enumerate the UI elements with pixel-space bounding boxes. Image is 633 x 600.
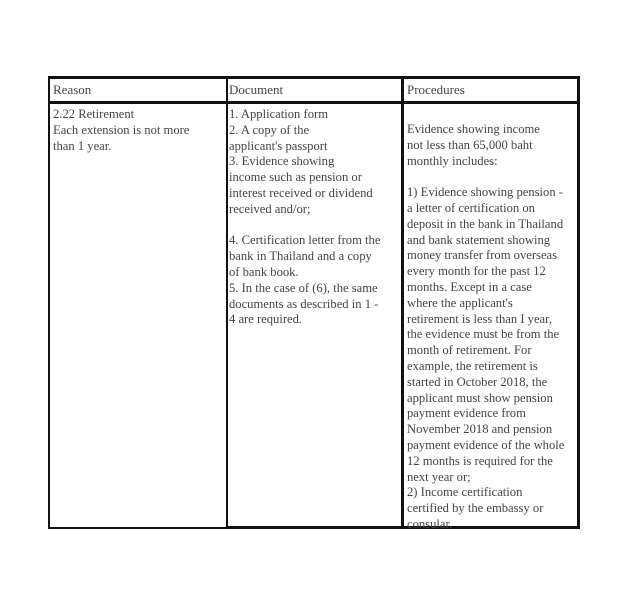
procedures-line: November 2018 and pension bbox=[407, 422, 553, 437]
procedures-line: where the applicant's bbox=[407, 295, 513, 310]
procedures-line: certified by the embassy or bbox=[407, 501, 544, 516]
document-header: Document bbox=[229, 82, 284, 97]
document-line: interest received or dividend bbox=[229, 185, 373, 200]
document-line: 4 are required. bbox=[229, 312, 303, 327]
procedures-line: 12 months is required for the bbox=[407, 453, 553, 468]
procedures-line: not less than 65,000 baht bbox=[407, 137, 533, 152]
reason-header-cell bbox=[50, 79, 226, 104]
document-line: bank in Thailand and a copy bbox=[229, 249, 372, 264]
procedures-line: the evidence must be from the bbox=[407, 327, 560, 342]
procedures-line: month of retirement. For bbox=[407, 343, 532, 358]
procedures-line: payment evidence from bbox=[407, 406, 526, 421]
document-line: of bank book. bbox=[229, 264, 299, 279]
procedures-column bbox=[404, 76, 580, 529]
document-line: 1. Application form bbox=[229, 107, 328, 121]
document-line: income such as pension or bbox=[229, 170, 362, 185]
procedures-line: payment evidence of the whole bbox=[407, 437, 565, 452]
reason-line: than 1 year. bbox=[53, 138, 112, 153]
procedures-line: started in October 2018, the bbox=[407, 374, 548, 389]
reason-cell bbox=[53, 107, 225, 154]
document-line: 5. In the case of (6), the same bbox=[229, 280, 378, 295]
procedures-line: next year or; bbox=[407, 469, 471, 484]
reason-title: 2.22 Retirement bbox=[53, 107, 135, 121]
procedures-line: deposit in the bank in Thailand bbox=[407, 216, 564, 231]
reason-header: Reason bbox=[53, 82, 92, 97]
procedures-line: money transfer from overseas bbox=[407, 248, 558, 263]
procedures-line: months. Except in a case bbox=[407, 279, 532, 294]
document-cell bbox=[229, 107, 400, 328]
procedures-line: 2) Income certification bbox=[407, 485, 523, 500]
procedures-header-cell bbox=[404, 79, 577, 104]
document-line: documents as described in 1 - bbox=[229, 296, 379, 311]
procedures-line: example, the retirement is bbox=[407, 358, 538, 373]
procedures-header: Procedures bbox=[407, 82, 465, 97]
document-header-cell bbox=[226, 79, 401, 104]
retirement-requirements-table bbox=[48, 76, 580, 529]
reason-column bbox=[48, 76, 228, 529]
procedures-line: 1) Evidence showing pension - bbox=[407, 185, 563, 200]
blank-line bbox=[229, 218, 400, 234]
procedures-line: monthly includes: bbox=[407, 153, 498, 168]
document-line: 4. Certification letter from the bbox=[229, 233, 381, 248]
reason-line: Each extension is not more bbox=[53, 122, 190, 137]
procedures-line: every month for the past 12 bbox=[407, 264, 546, 279]
procedures-line: retirement is less than I year, bbox=[407, 311, 552, 326]
procedures-line: applicant must show pension bbox=[407, 390, 553, 405]
procedures-line: a letter of certification on bbox=[407, 200, 535, 215]
document-line: received and/or; bbox=[229, 201, 311, 216]
procedures-line: Evidence showing income bbox=[407, 122, 540, 136]
document-column bbox=[226, 76, 404, 529]
procedures-cell bbox=[407, 122, 576, 533]
procedures-line: consular. bbox=[407, 516, 453, 531]
blank-line bbox=[407, 169, 576, 185]
document-line: 2. A copy of the bbox=[229, 122, 310, 137]
procedures-line: and bank statement showing bbox=[407, 232, 551, 247]
document-line: applicant's passport bbox=[229, 138, 328, 153]
document-line: 3. Evidence showing bbox=[229, 154, 335, 169]
